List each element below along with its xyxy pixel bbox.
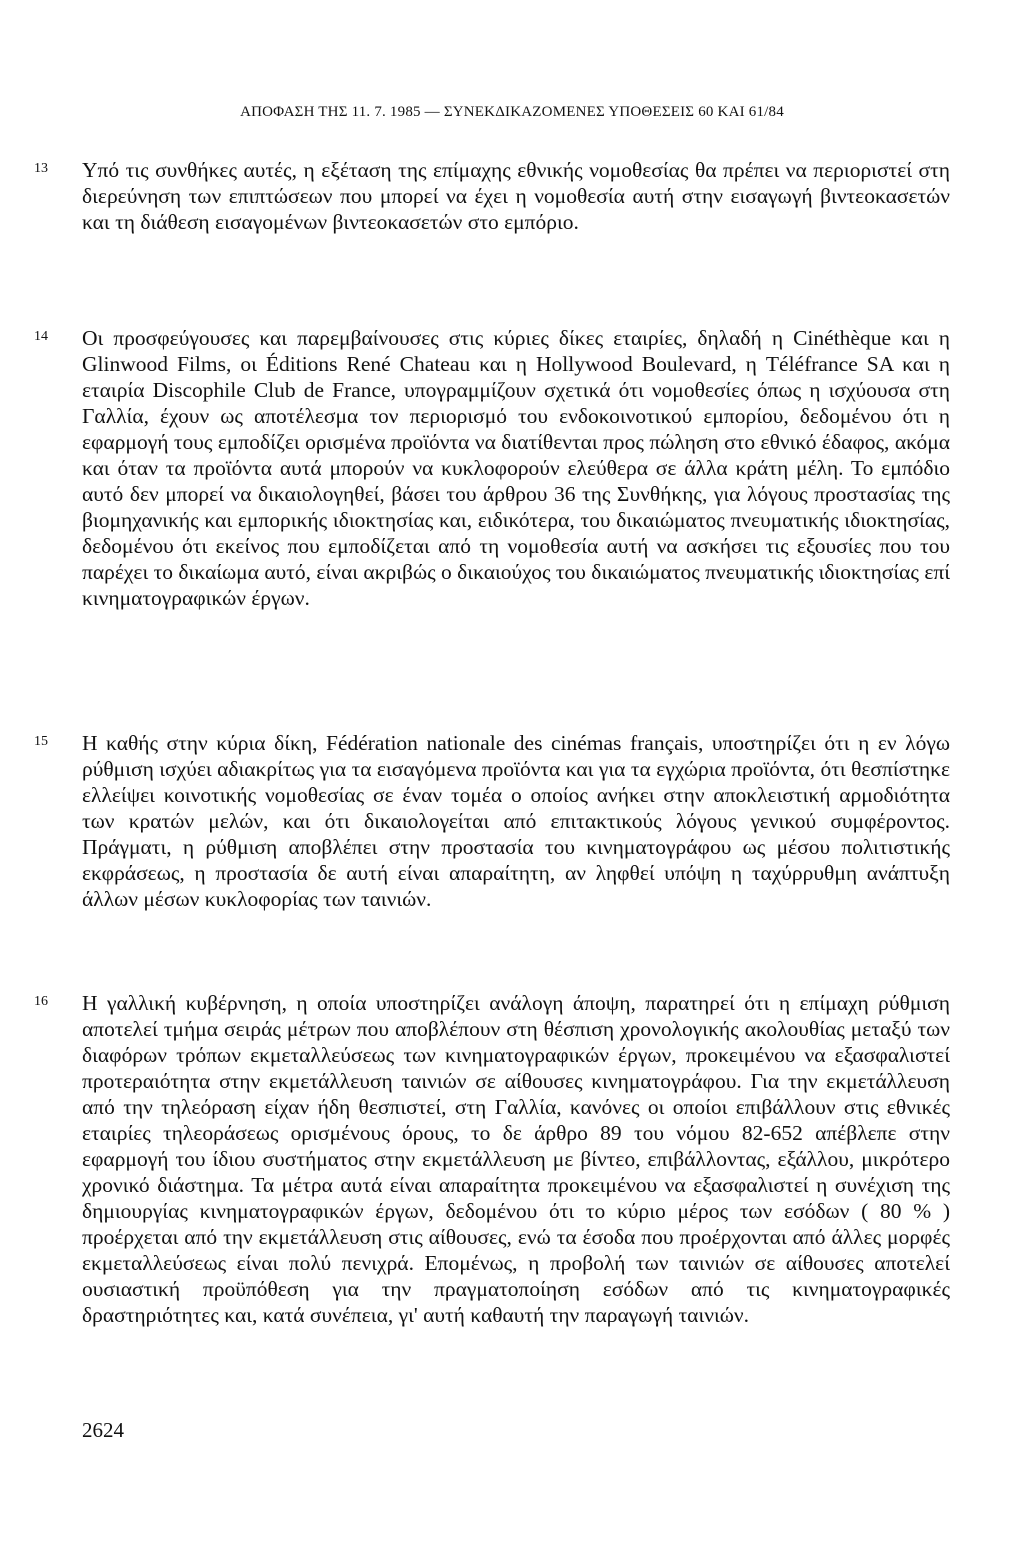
paragraph-number: 13	[34, 161, 48, 176]
page-number: 2624	[82, 1418, 124, 1442]
paragraph-text: Η γαλλική κυβέρνηση, η οποία υποστηρίζει ανάλογη άποψη, παρατηρεί ότι η επίμαχη ρύθμιση αποτελεί τμήμα σειράς μέτρων που αποβλέπουν στη θέσπιση χρονολογικής ακολουθίας μεταξύ των διαφόρων τρόπων εκμεταλλεύσεως των κινηματογραφικών έργων, προκειμένου να εξασφαλιστεί προτεραιότητα στην εκμετάλλευση ταινιών σε αίθουσες κινηματογράφου. Για την εκμετάλλευση από την τηλεόραση είχαν ήδη θεσπιστεί, στη Γαλλία, κανόνες οι οποίοι επιβάλλουν στις εθνικές εταιρίες τηλεοράσεως ορισμένους όρους, το δε άρθρο 89 του νόμου 82-652 απέβλεπε στην εφαρμογή του ίδιου συστήματος στην εκμετάλλευση με βίντεο, επιβάλλοντας, εξάλλου, μικρότερο χρονικό διάστημα. Τα μέτρα αυτά είναι απαραίτητα προκειμένου να εξασφαλιστεί η συνέχιση της δημιουργίας κινηματογραφικών έργων, δεδομένου ότι το κύριο μέρος των εσόδων ( 80 % ) προέρχεται από την εκμετάλλευση στις αίθουσες, ενώ τα έσοδα που προέρχονται από άλλες μορφές εκμεταλλεύσεως είναι πολύ πενιχρά. Επομένως, η προβολή των ταινιών σε αίθουσες αποτελεί ουσιαστική προϋπόθεση για την πραγματοποίηση εσόδων από τις κινηματογραφικές δραστηριότητες και, κατά συνέπεια, γι' αυτή καθαυτή την παραγωγή ταινιών.	[82, 991, 950, 1327]
paragraph-number: 16	[34, 994, 48, 1009]
paragraph-13	[34, 157, 950, 235]
paragraph-number: 15	[34, 734, 48, 749]
paragraph-16	[34, 990, 950, 1328]
paragraph-15	[34, 730, 950, 912]
page-header: ΑΠΟΦΑΣΗ ΤΗΣ 11. 7. 1985 — ΣΥΝΕΚΔΙΚΑΖΟΜΕΝΕΣ ΥΠΟΘΕΣΕΙΣ 60 ΚΑΙ 61/84	[240, 104, 784, 120]
paragraph-number: 14	[34, 329, 48, 344]
paragraph-text: Η καθής στην κύρια δίκη, Fédération nationale des cinémas français, υποστηρίζει ότι η εν λόγω ρύθμιση ισχύει αδιακρίτως για τα εισαγόμενα προϊόντα και για τα εγχώρια προϊόντα, ότι θεσπίστηκε ελλείψει κοινοτικής νομοθεσίας σε έναν τομέα ο οποίος ανήκει στην αποκλειστική αρμοδιότητα των κρατών μελών, και ότι δικαιολογείται από επιτακτικούς λόγους γενικού συμφέροντος. Πράγματι, η ρύθμιση αποβλέπει στην προστασία του κινηματογράφου ως μέσου πολιτιστικής εκφράσεως, η προστασία δε αυτή είναι απαραίτητη, αν ληφθεί υπόψη η ταχύρρυθμη ανάπτυξη άλλων μέσων κυκλοφορίας των ταινιών.	[82, 731, 950, 911]
paragraph-text: Υπό τις συνθήκες αυτές, η εξέταση της επίμαχης εθνικής νομοθεσίας θα πρέπει να περιοριστεί στη διερεύνηση των επιπτώσεων που μπορεί να έχει η νομοθεσία αυτή στην εισαγωγή βιντεοκασετών και τη διάθεση εισαγομένων βιντεοκασετών στο εμπόριο.	[82, 158, 950, 234]
paragraph-14	[34, 325, 950, 611]
paragraph-text: Οι προσφεύγουσες και παρεμβαίνουσες στις κύριες δίκες εταιρίες, δηλαδή η Cinéthèque και η Glinwood Films, οι Éditions René Chateau και η Hollywood Boulevard, η Téléfrance SA και η εταιρία Discophile Club de France, υπογραμμίζουν σχετικά ότι νομοθεσίες όπως η ισχύουσα στη Γαλλία, έχουν ως αποτέλεσμα τον περιορισμό του ενδοκοινοτικού εμπορίου, δεδομένου ότι η εφαρμογή τους εμποδίζει ορισμένα προϊόντα να διατίθενται προς πώληση στο εθνικό έδαφος, ακόμα και όταν τα προϊόντα αυτά μπορούν να κυκλοφορούν ελεύθερα σε άλλα κράτη μέλη. Το εμπόδιο αυτό δεν μπορεί να δικαιολογηθεί, βάσει του άρθρου 36 της Συνθήκης, για λόγους προστασίας της βιομηχανικής και εμπορικής ιδιοκτησίας και, ειδικότερα, του δικαιώματος πνευματικής ιδιοκτησίας, δεδομένου ότι εκείνος που εμποδίζεται από τη νομοθεσία αυτή να ασκήσει τις εξουσίες που του παρέχει το δικαίωμα αυτό, είναι ακριβώς ο δικαιούχος του δικαιώματος πνευματικής ιδιοκτησίας επί κινηματογραφικών έργων.	[82, 326, 950, 610]
